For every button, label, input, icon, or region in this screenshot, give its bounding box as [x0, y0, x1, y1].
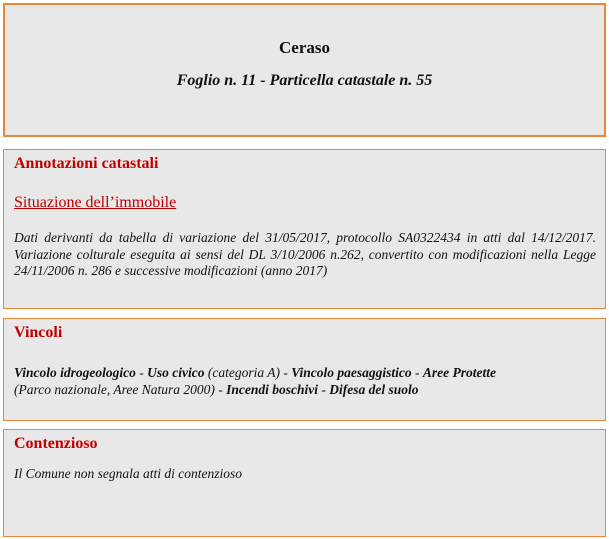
constraint-protected-areas: Aree Protette	[422, 365, 496, 380]
constraints-text	[14, 365, 596, 398]
constraint-soil-protection: Difesa del suolo	[329, 381, 419, 397]
constraint-civic-use: Uso civico	[147, 365, 205, 380]
constraint-separator: -	[318, 381, 330, 397]
litigation-title: Contenzioso	[14, 435, 98, 452]
litigation-section	[3, 429, 606, 537]
annotations-text: Dati derivanti da tabella di variazione del 31/05/2017, protocollo SA0322434 in atti dal 14/12/2017. Variazione colturale eseguita ai sensi del DL 3/10/2006 n.262, convertito con modificazioni nella Legge 24/11/2006 n. 286 e successive modificazioni (anno 2017)	[14, 230, 596, 278]
constraint-protected-areas-note: (Parco nazionale, Aree Natura 2000) -	[14, 381, 227, 397]
annotations-section	[3, 149, 606, 309]
constraint-civic-use-note: (categoria A) -	[204, 365, 292, 380]
header-box	[3, 3, 606, 137]
parcel-reference: Foglio n. 11 - Particella catastale n. 55	[176, 72, 433, 89]
town-name: Ceraso	[279, 38, 330, 57]
litigation-text: Il Comune non segnala atti di contenzioso	[14, 466, 242, 481]
constraint-forest-fires: Incendi boschivi	[226, 381, 318, 397]
annotations-title: Annotazioni catastali	[14, 155, 159, 172]
constraint-separator: -	[135, 365, 148, 380]
constraints-title: Vincoli	[14, 324, 63, 341]
constraint-landscape: Vincolo paesaggistico	[291, 365, 412, 380]
constraint-hydrogeological: Vincolo idrogeologico	[14, 365, 136, 380]
property-status-subtitle: Situazione dell’immobile	[14, 194, 177, 211]
constraints-section	[3, 318, 606, 421]
constraint-separator: -	[411, 365, 423, 380]
